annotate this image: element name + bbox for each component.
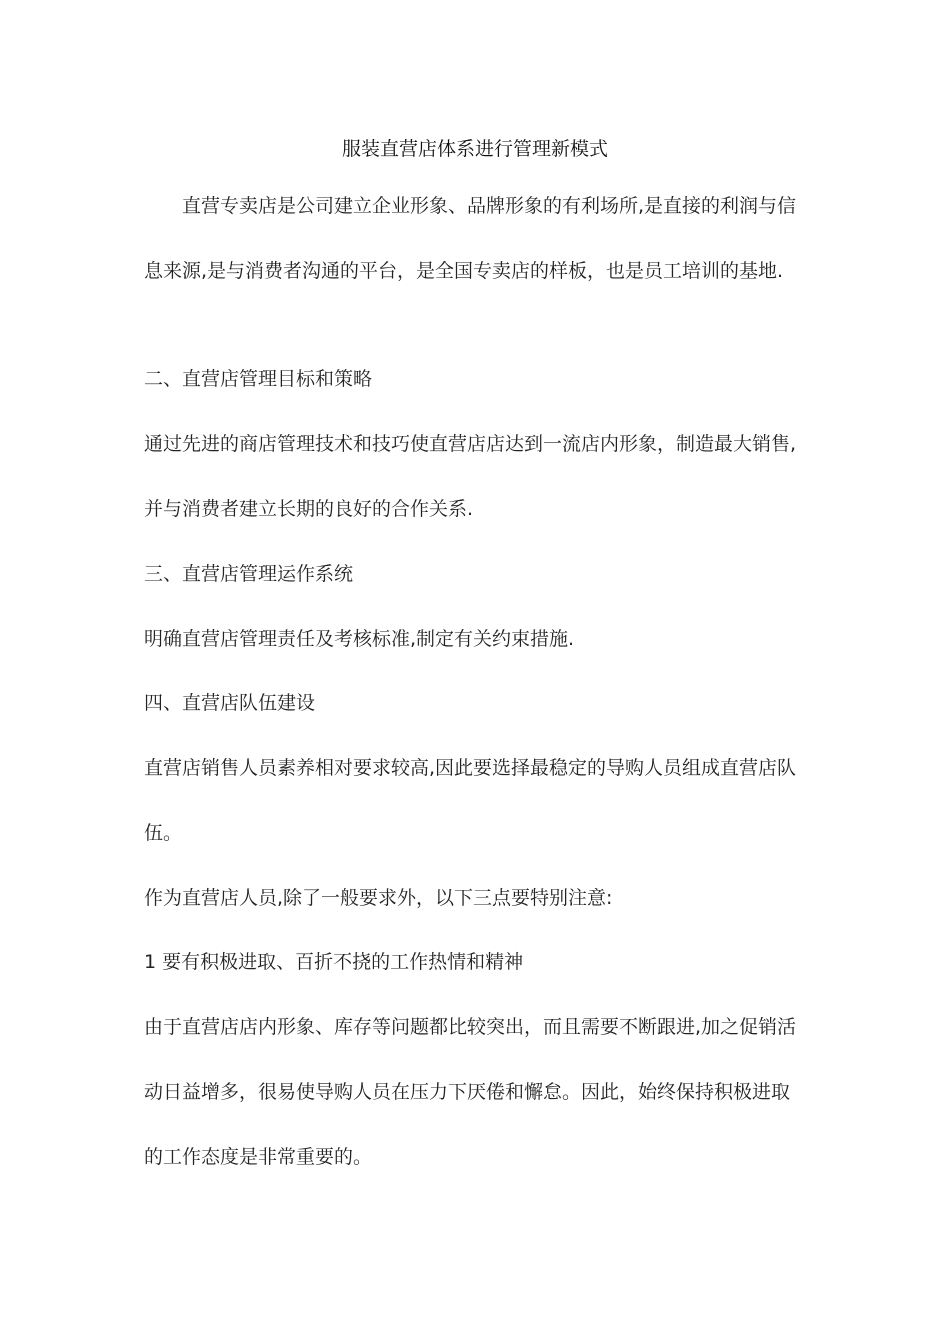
point-1-line-1: 由于直营店店内形象、库存等问题都比较突出，而且需要不断跟进,加之促销活: [144, 1016, 797, 1038]
document-title: 服装直营店体系进行管理新模式: [341, 138, 608, 160]
section-2-heading: 二、直营店管理目标和策略: [144, 368, 373, 390]
intro-line-1: 直营专卖店是公司建立企业形象、品牌形象的有利场所,是直接的利润与信: [182, 195, 797, 217]
section-4-heading: 四、直营店队伍建设: [144, 692, 316, 714]
section-3-heading: 三、直营店管理运作系统: [144, 563, 354, 585]
point-1-line-3: 的工作态度是非常重要的。: [144, 1146, 373, 1168]
point-1-heading: 1 要有积极进取、百折不挠的工作热情和精神: [144, 951, 524, 973]
section-4-line-3: 作为直营店人员,除了一般要求外，以下三点要特别注意:: [144, 887, 613, 909]
section-3-line-1: 明确直营店管理责任及考核标准,制定有关约束措施.: [144, 628, 575, 650]
section-4-line-1: 直营店销售人员素养相对要求较高,因此要选择最稳定的导购人员组成直营店队: [144, 757, 797, 779]
section-2-line-1: 通过先进的商店管理技术和技巧使直营店店达到一流店内形象，制造最大销售,: [144, 433, 797, 455]
section-4-line-2: 伍。: [144, 822, 183, 844]
point-1-line-2: 动日益增多，很易使导购人员在压力下厌倦和懈怠。因此，始终保持积极进取: [144, 1081, 791, 1103]
intro-line-2: 息来源,是与消费者沟通的平台，是全国专卖店的样板，也是员工培训的基地.: [144, 260, 784, 282]
section-2-line-2: 并与消费者建立长期的良好的合作关系.: [144, 498, 474, 520]
